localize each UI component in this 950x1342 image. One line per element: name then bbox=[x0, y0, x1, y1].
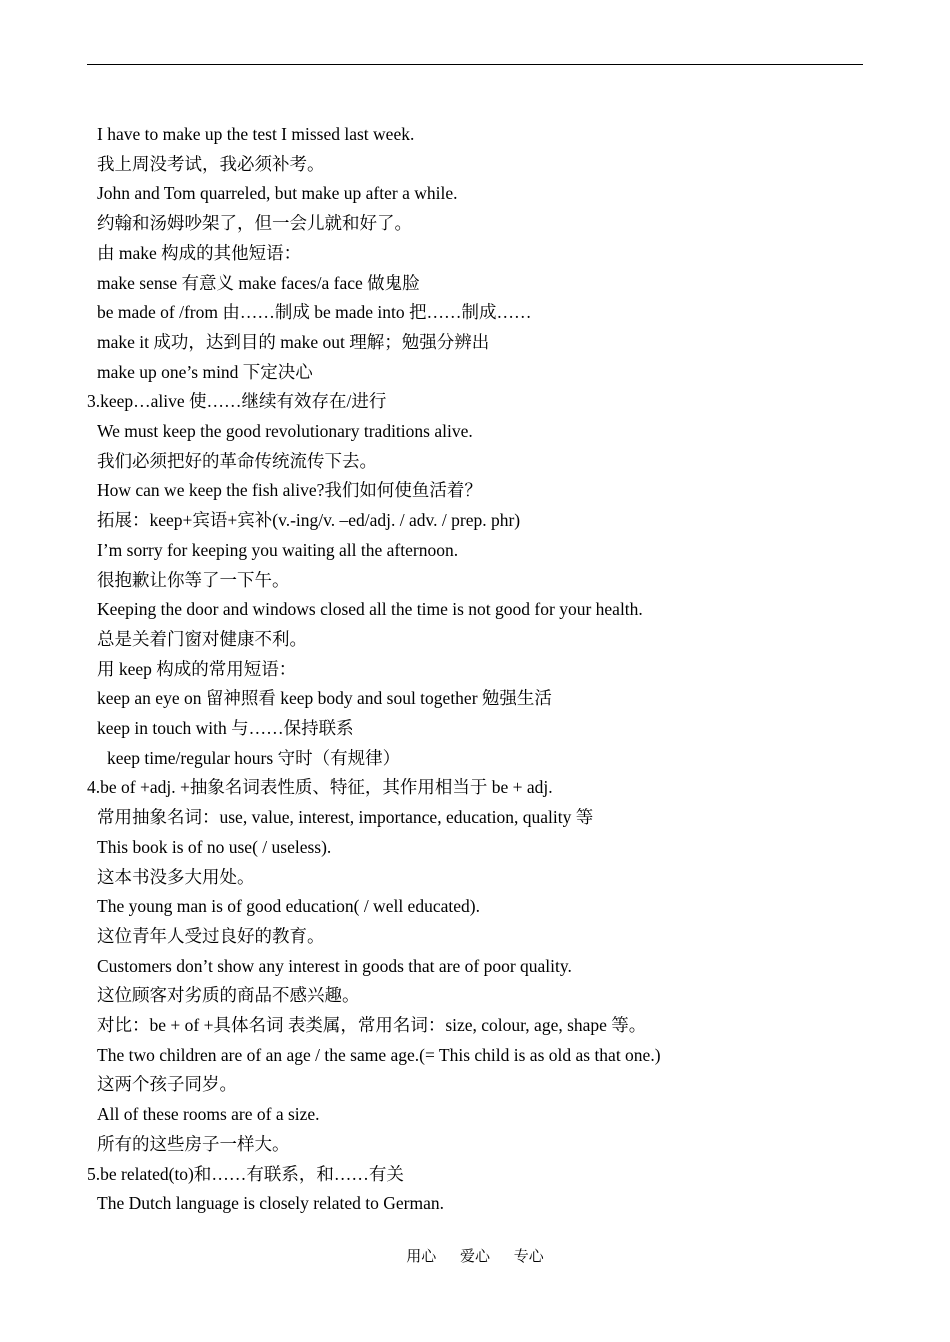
text-line: 4.be of +adj. +抽象名词表性质、特征，其作用相当于 be + adj. bbox=[87, 777, 553, 798]
footer-word-2: 爱心 bbox=[459, 1249, 490, 1265]
text-line: I have to make up the test I missed last week. bbox=[97, 124, 415, 144]
text-line: 很抱歉让你等了一下午。 bbox=[97, 569, 290, 590]
text-line: make up one’s mind 下定决心 bbox=[97, 361, 313, 382]
text-line: 3.keep…alive 使……继续有效存在/进行 bbox=[87, 391, 387, 412]
text-line: We must keep the good revolutionary traditions alive. bbox=[97, 421, 473, 441]
text-line: 这本书没多大用处。 bbox=[97, 866, 255, 887]
text-line: 这两个孩子同岁。 bbox=[97, 1074, 237, 1095]
text-line: 常用抽象名词：use, value, interest, importance, education, quality 等 bbox=[97, 807, 594, 828]
text-line: 我们必须把好的革命传统流传下去。 bbox=[97, 450, 377, 471]
text-line: 所有的这些房子一样大。 bbox=[97, 1133, 290, 1154]
text-line: 5.be related(to)和……有联系，和……有关 bbox=[87, 1163, 404, 1184]
footer-word-3: 专心 bbox=[513, 1249, 544, 1265]
text-line: All of these rooms are of a size. bbox=[97, 1104, 320, 1125]
text-line: 这位顾客对劣质的商品不感兴趣。 bbox=[97, 985, 360, 1006]
text-line: The two children are of an age / the same age.(= This child is as old as that one.) bbox=[97, 1044, 661, 1065]
text-line: be made of /from 由……制成 be made into 把……制成…… bbox=[97, 302, 532, 323]
text-line: Keeping the door and windows closed all the time is not good for your health. bbox=[97, 599, 643, 620]
text-line: How can we keep the fish alive?我们如何使鱼活着？ bbox=[97, 480, 482, 501]
text-line: 总是关着门窗对健康不利。 bbox=[97, 628, 307, 649]
text-line: 由 make 构成的其他短语： bbox=[97, 242, 302, 263]
text-line: John and Tom quarreled, but make up after a while. bbox=[97, 183, 458, 204]
text-line: 我上周没考试，我必须补考。 bbox=[97, 153, 325, 174]
text-line: make sense 有意义 make faces/a face 做鬼脸 bbox=[97, 272, 420, 293]
text-line: The Dutch language is closely related to German. bbox=[97, 1193, 444, 1214]
footer-word-1: 用心 bbox=[406, 1249, 437, 1265]
text-line: keep an eye on 留神照看 keep body and soul together 勉强生活 bbox=[97, 688, 552, 709]
text-line: 约翰和汤姆吵架了，但一会儿就和好了。 bbox=[97, 213, 412, 234]
text-line: Customers don’t show any interest in goods that are of poor quality. bbox=[97, 955, 572, 976]
text-line: keep time/regular hours 守时（有规律） bbox=[107, 747, 401, 768]
text-line: keep in touch with 与……保持联系 bbox=[97, 718, 354, 738]
text-line: 拓展：keep+宾语+宾补(v.-ing/v. –ed/adj. / adv. / prep. phr) bbox=[97, 510, 521, 531]
text-line: The young man is of good education( / well educated). bbox=[97, 896, 480, 917]
header-rule bbox=[87, 64, 863, 65]
text-line: 对比：be + of +具体名词 表类属，常用名词：size, colour, age, shape 等。 bbox=[97, 1015, 647, 1035]
text-line: This book is of no use( / useless). bbox=[97, 836, 332, 857]
text-line: I’m sorry for keeping you waiting all the afternoon. bbox=[97, 539, 459, 560]
text-line: make it 成功，达到目的 make out 理解；勉强分辨出 bbox=[97, 331, 490, 352]
text-line: 这位青年人受过良好的教育。 bbox=[97, 925, 325, 946]
page-footer bbox=[0, 1245, 950, 1266]
text-line: 用 keep 构成的常用短语： bbox=[97, 658, 297, 679]
